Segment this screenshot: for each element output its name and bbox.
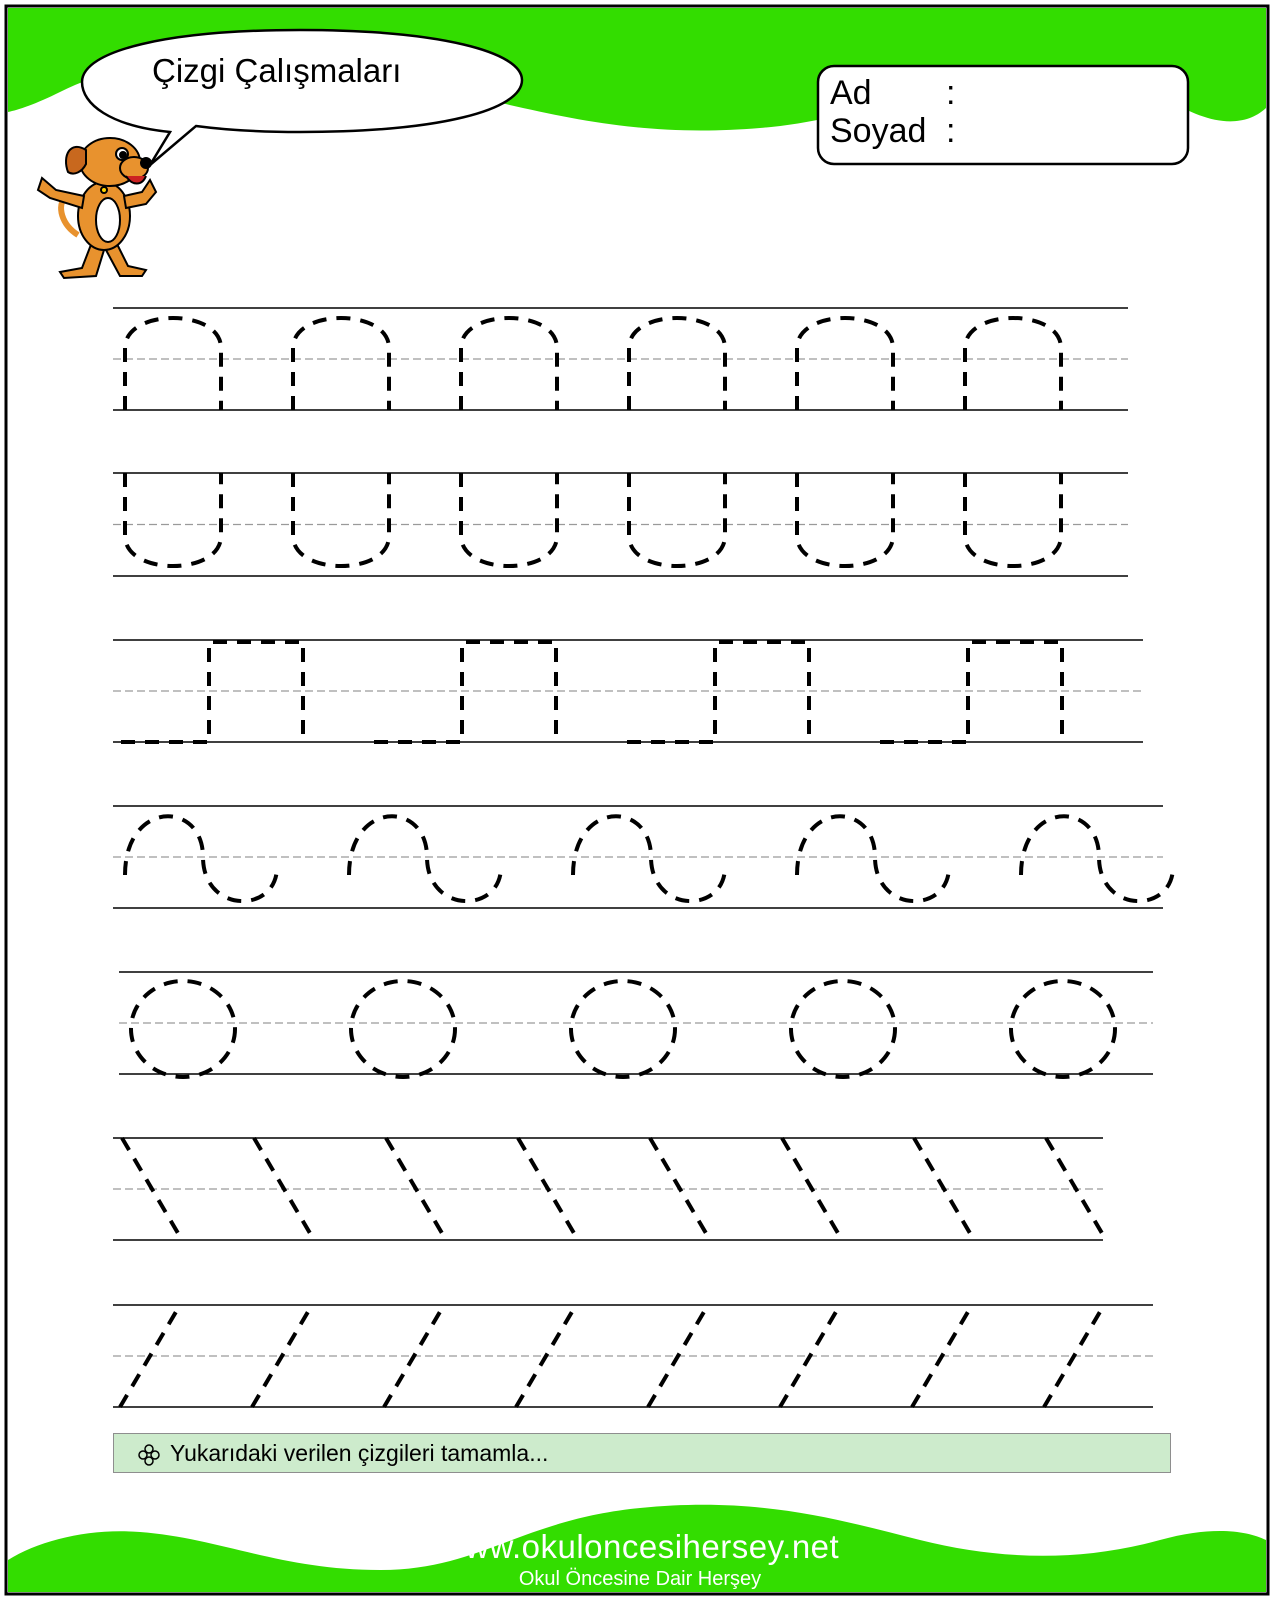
clover-icon: [136, 1442, 162, 1468]
surname-colon: :: [946, 112, 956, 150]
name-colon: :: [946, 74, 956, 112]
name-row: [830, 74, 956, 113]
surname-row: [830, 112, 956, 151]
surname-label: Soyad: [830, 112, 927, 150]
name-box: [818, 66, 1188, 164]
page-title: Çizgi Çalışmaları: [152, 52, 402, 89]
footer-tagline: Okul Öncesine Dair Herşey: [518, 1568, 762, 1590]
name-label: Ad: [830, 74, 872, 112]
instruction-text: Yukarıdaki verilen çizgileri tamamla...: [170, 1440, 549, 1466]
instruction-bar: [113, 1433, 1171, 1473]
footer-url: www.okuloncesihersey.net: [440, 1528, 840, 1565]
